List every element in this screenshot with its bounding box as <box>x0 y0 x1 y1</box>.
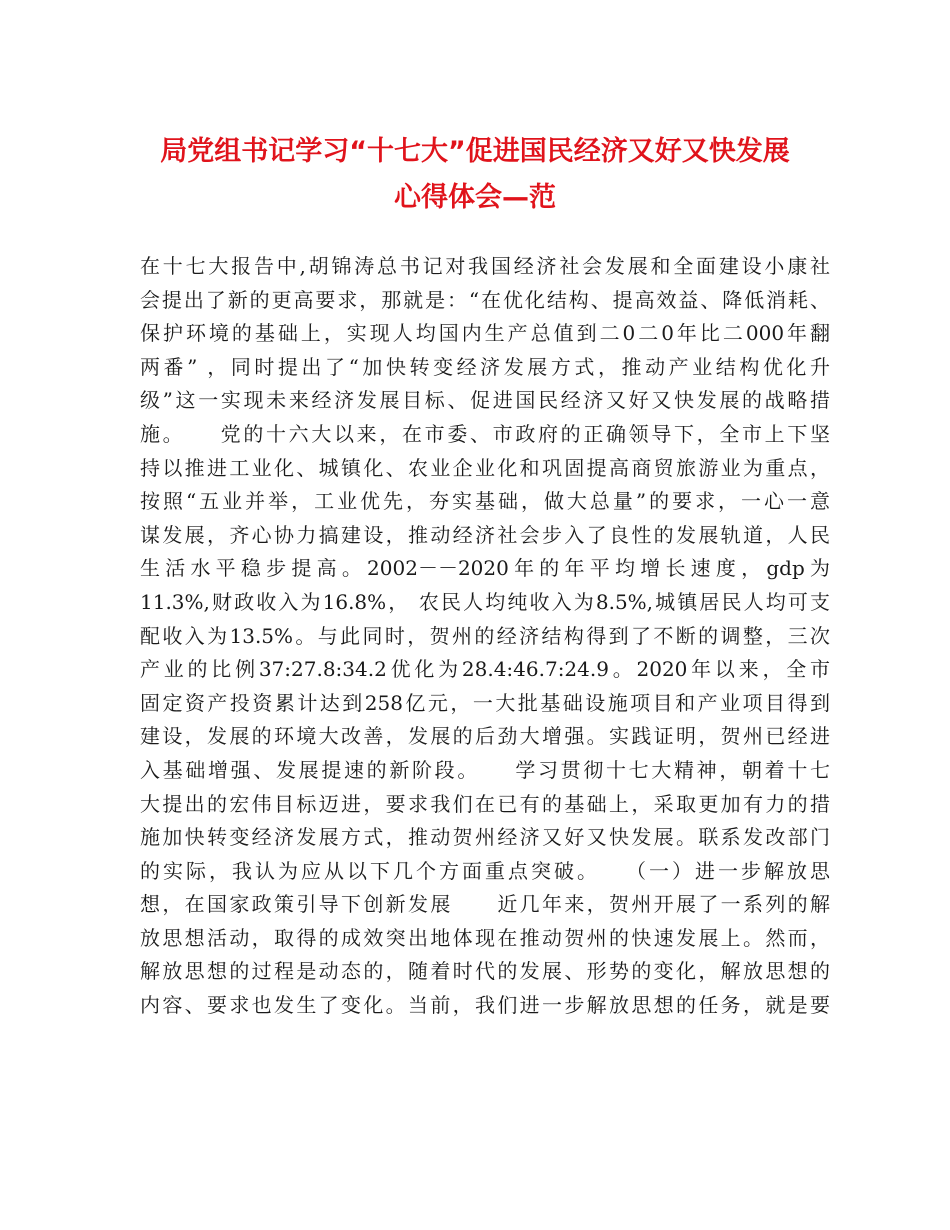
body-line: 两番” ，同时提出了“加快转变经济发展方式，推动产业结构优化升 <box>140 354 830 379</box>
document-title-line-2: 心得体会—范 <box>394 182 556 213</box>
document-title-line-1: 局党组书记学习“十七大”促进国民经济又好又快发展 <box>160 136 790 167</box>
body-line: 谋发展，齐心协力搞建设，推动经济社会步入了良性的发展轨道，人民 <box>140 522 830 547</box>
body-line: 施加快转变经济发展方式，推动贺州经济又好又快发展。联系发改部门 <box>140 825 830 850</box>
body-line: 的实际，我认为应从以下几个方面重点突破。 （一）进一步解放思 <box>140 858 830 883</box>
body-line: 11.3%,财政收入为16.8%， 农民人均纯收入为8.5%,城镇居民人均可支 <box>140 589 830 614</box>
body-line: 大提出的宏伟目标迈进，要求我们在已有的基础上，采取更加有力的措 <box>140 791 830 816</box>
body-line: 按照“五业并举，工业优先，夯实基础，做大总量”的要求，一心一意 <box>140 489 830 514</box>
body-line: 想，在国家政策引导下创新发展 近几年来，贺州开展了一系列的解 <box>140 892 830 917</box>
body-line: 建设，发展的环境大改善，发展的后劲大增强。实践证明，贺州已经进 <box>140 724 830 749</box>
body-line: 级”这一实现未来经济发展目标、促进国民经济又好又快发展的战略措 <box>140 388 830 413</box>
body-line: 保护环境的基础上，实现人均国内生产总值到二0二0年比二000年翻 <box>140 321 830 346</box>
body-line: 在十七大报告中,胡锦涛总书记对我国经济社会发展和全面建设小康社 <box>140 254 830 278</box>
body-line: 产业的比例37:27.8:34.2优化为28.4:46.7:24.9。2020年以来，全市 <box>140 657 830 682</box>
body-line: 固定资产投资累计达到258亿元，一大批基础设施项目和产业项目得到 <box>140 690 830 715</box>
body-line: 内容、要求也发生了变化。当前，我们进一步解放思想的任务，就是要 <box>140 993 830 1018</box>
body-line: 解放思想的过程是动态的，随着时代的发展、形势的变化，解放思想的 <box>140 959 830 984</box>
body-line: 施。 党的十六大以来，在市委、市政府的正确领导下，全市上下坚 <box>140 421 830 446</box>
body-line: 会提出了新的更高要求，那就是：“在优化结构、提高效益、降低消耗、 <box>140 287 830 312</box>
body-line: 入基础增强、发展提速的新阶段。 学习贯彻十七大精神，朝着十七 <box>140 757 830 782</box>
body-line: 配收入为13.5%。与此同时，贺州的经济结构得到了不断的调整，三次 <box>140 623 830 648</box>
body-line: 放思想活动，取得的成效突出地体现在推动贺州的快速发展上。然而， <box>140 925 830 950</box>
body-line: 持以推进工业化、城镇化、农业企业化和巩固提高商贸旅游业为重点， <box>140 455 830 480</box>
document-body <box>140 250 830 1023</box>
body-line: 生活水平稳步提高。2002－－2020年的年平均增长速度，gdp为 <box>140 556 830 581</box>
